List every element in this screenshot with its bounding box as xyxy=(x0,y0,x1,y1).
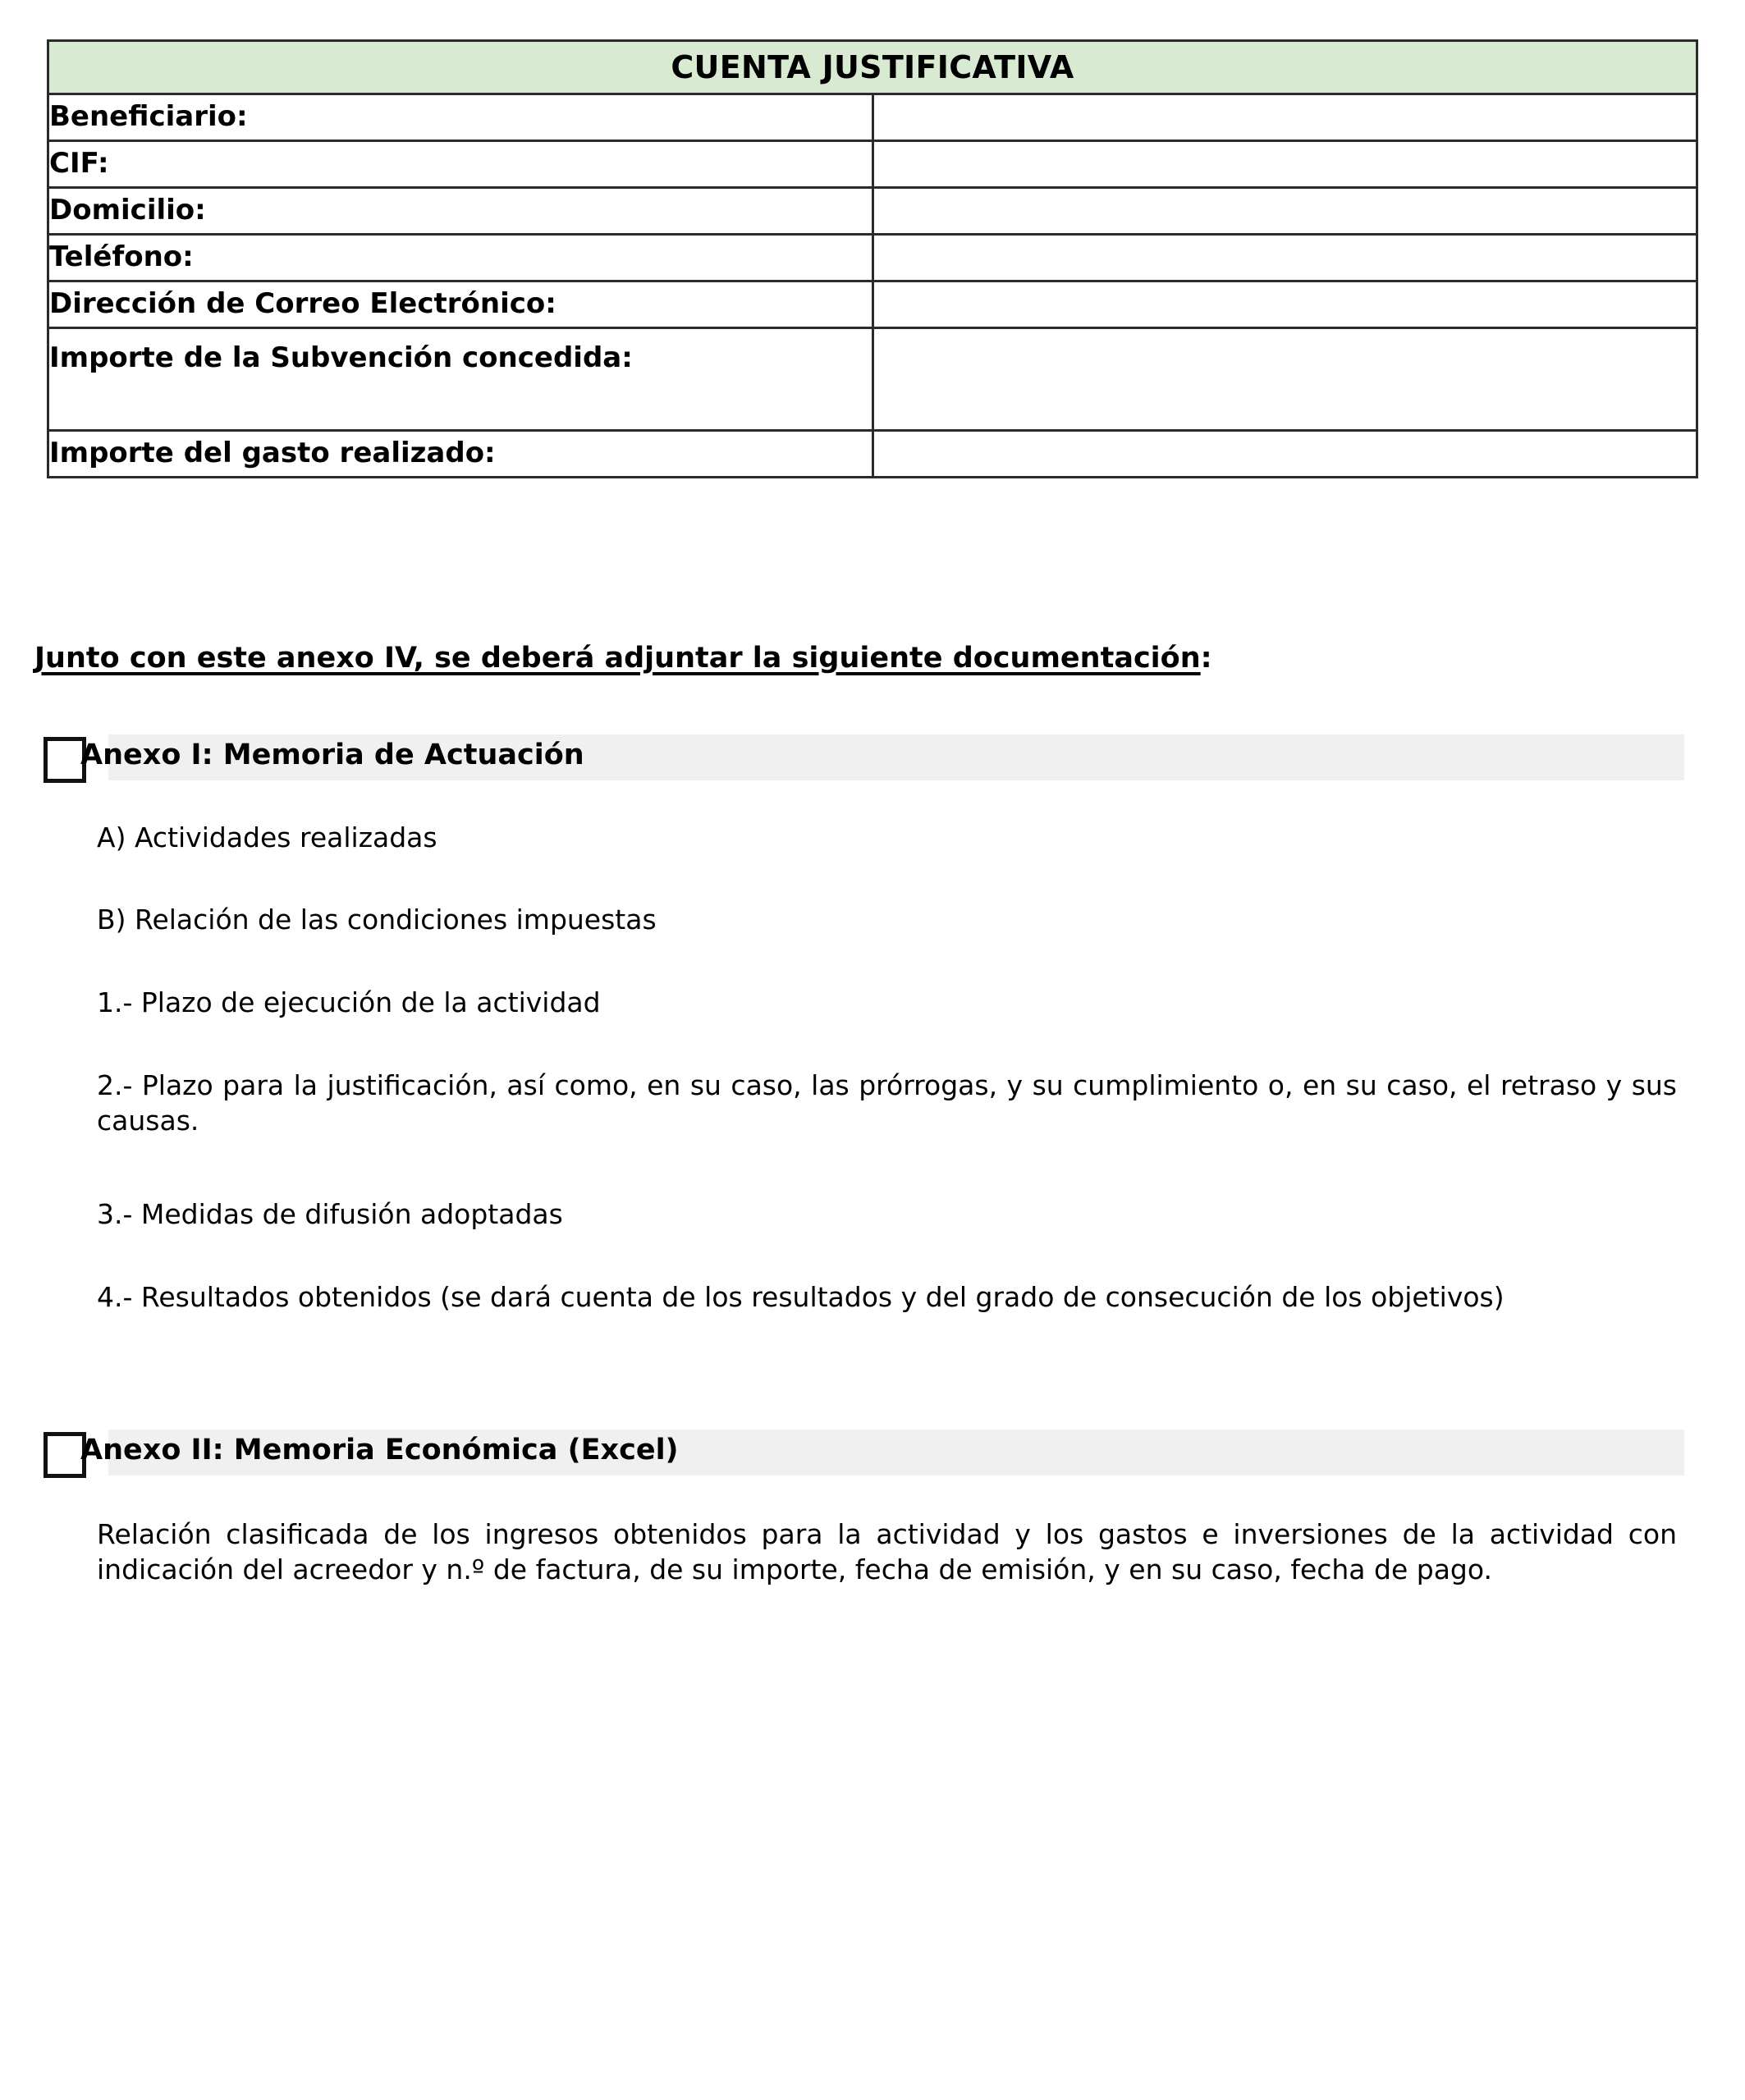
section-header-anexo-i[interactable] xyxy=(41,734,1684,780)
field-label-cif: CIF: xyxy=(48,141,873,188)
anexo-i-item-a: A) Actividades realizadas xyxy=(97,821,437,853)
table-row xyxy=(48,431,1697,478)
documentation-intro-suffix: : xyxy=(1200,642,1212,675)
documentation-intro xyxy=(34,642,1212,675)
table-title-cell xyxy=(48,41,1697,94)
anexo-i-item-2: 2.- Plazo para la justificación, así como, en su caso, las prórrogas, y su cumplimiento o, en su caso, el retraso y sus causas. xyxy=(97,1069,1677,1137)
section-label-anexo-i: Anexo I: Memoria de Actuación xyxy=(80,739,584,771)
anexo-i-item-b: B) Relación de las condiciones impuestas xyxy=(97,904,657,936)
table-row xyxy=(48,328,1697,431)
table-row xyxy=(48,94,1697,141)
field-label-correo-electronico: Dirección de Correo Electrónico: xyxy=(48,281,873,328)
field-value-importe-subvencion[interactable] xyxy=(872,328,1697,431)
field-value-cif[interactable] xyxy=(872,141,1697,188)
anexo-i-item-1: 1.- Plazo de ejecución de la actividad xyxy=(97,986,601,1018)
field-label-domicilio: Domicilio: xyxy=(48,188,873,235)
field-label-beneficiario: Beneficiario: xyxy=(48,94,873,141)
field-value-importe-gasto[interactable] xyxy=(872,431,1697,478)
documentation-intro-underlined: Junto con este anexo IV, se deberá adjuntar la siguiente documentación xyxy=(34,642,1201,675)
table-row xyxy=(48,188,1697,235)
field-value-domicilio[interactable] xyxy=(872,188,1697,235)
field-value-correo-electronico[interactable] xyxy=(872,281,1697,328)
field-label-importe-gasto: Importe del gasto realizado: xyxy=(48,431,873,478)
field-label-importe-subvencion: Importe de la Subvención concedida: xyxy=(48,328,873,431)
page-title: CUENTA JUSTIFICATIVA xyxy=(671,49,1074,85)
anexo-i-item-4: 4.- Resultados obtenidos (se dará cuenta de los resultados y del grado de consecución de los objetivos) xyxy=(97,1281,1505,1313)
field-label-telefono: Teléfono: xyxy=(48,235,873,281)
table-title-row xyxy=(48,41,1697,94)
cuenta-justificativa-table xyxy=(47,39,1698,478)
field-value-beneficiario[interactable] xyxy=(872,94,1697,141)
field-value-telefono[interactable] xyxy=(872,235,1697,281)
anexo-ii-description: Relación clasificada de los ingresos obtenidos para la actividad y los gastos e inversiones de la actividad con indicación del acreedor y n.º de factura, de su importe, fecha de emisión, y en su caso, fecha de pago. xyxy=(97,1518,1677,1585)
section-label-anexo-ii: Anexo II: Memoria Económica (Excel) xyxy=(80,1434,679,1466)
table-row xyxy=(48,281,1697,328)
table-row xyxy=(48,141,1697,188)
section-header-anexo-ii[interactable] xyxy=(41,1430,1684,1475)
table-row xyxy=(48,235,1697,281)
anexo-i-item-3: 3.- Medidas de difusión adoptadas xyxy=(97,1198,563,1230)
